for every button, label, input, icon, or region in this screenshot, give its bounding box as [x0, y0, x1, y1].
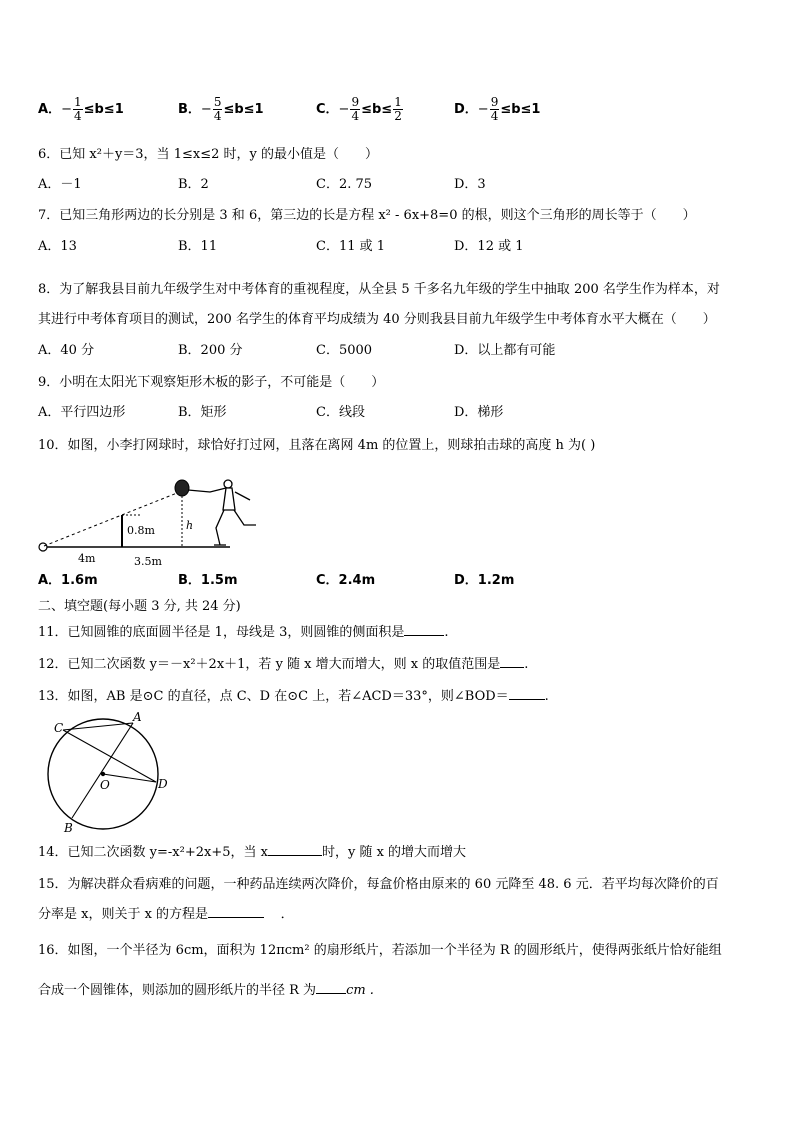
- q8-stem-line1: 8．为了解我县目前九年级学生对中考体育的重视程度，从全县 5 千多名九年级的学生中抽取 200 名学生作为样本，对: [38, 282, 720, 297]
- q6-option-c: C．2. 75: [316, 177, 373, 192]
- fraction: $\frac{1}{4}$: [73, 95, 82, 123]
- diameter-ab: [72, 723, 133, 818]
- q5-option-d: D．− $\frac{9}{4}$ ≤b≤1: [454, 95, 541, 123]
- q6-option-d: D．3: [454, 177, 486, 192]
- q5-options: [38, 95, 758, 123]
- ball-landing-point: [39, 543, 47, 551]
- q15-line2: 分率是 x，则关于 x 的方程是 ．: [38, 907, 294, 922]
- q6-option-a: A．－1: [38, 177, 82, 192]
- fraction: $\frac{5}{4}$: [213, 95, 222, 123]
- circle-figure: [38, 710, 178, 838]
- player-icon: [188, 480, 256, 545]
- q8-stem-line2: 其进行中考体育项目的测试，200 名学生的体育平均成绩为 40 分则我县目前九年级学生中考体育水平大概在（ ）: [38, 312, 716, 327]
- q11: 11．已知圆锥的底面圆半径是 1，母线是 3，则圆锥的侧面积是 .: [38, 625, 449, 640]
- q10-option-d: D．1.2m: [454, 573, 515, 588]
- q7-options: [38, 237, 758, 257]
- racket-icon: [175, 480, 189, 496]
- label-d: D: [158, 777, 168, 791]
- label-o: O: [100, 778, 110, 792]
- answer-blank[interactable]: [316, 993, 346, 994]
- q9-options: [38, 403, 758, 423]
- answer-blank[interactable]: [404, 635, 444, 636]
- q13: 13．如图，AB 是⊙C 的直径，点 C、D 在⊙C 上，若∠ACD＝33°，则∠BOD＝ .: [38, 689, 549, 704]
- q9-stem: 9．小明在太阳光下观察矩形木板的影子，不可能是（ ）: [38, 375, 385, 390]
- chord-ca: [63, 723, 133, 730]
- answer-blank[interactable]: [268, 855, 322, 856]
- q5-option-b: B．− $\frac{5}{4}$ ≤b≤1: [178, 95, 264, 123]
- q7-stem: 7．已知三角形两边的长分别是 3 和 6，第三边的长是方程 x² - 6x+8=0 的根，则这个三角形的周长等于（ ）: [38, 208, 696, 223]
- answer-blank[interactable]: [509, 699, 545, 700]
- q10-option-a: A．1.6m: [38, 573, 98, 588]
- label-a: A: [133, 710, 142, 724]
- h-label: h: [186, 519, 194, 532]
- chord-cd: [63, 730, 156, 782]
- q8-option-a: A．40 分: [38, 343, 95, 358]
- section-heading: 二、填空题(每小题 3 分, 共 24 分): [38, 599, 241, 614]
- q6-stem: 6．已知 x²＋y＝3，当 1≤x≤2 时，y 的最小值是（ ）: [38, 147, 378, 162]
- distance-35m-label: 3.5m: [134, 555, 162, 568]
- label-b: B: [64, 821, 73, 835]
- fraction: $\frac{9}{4}$: [351, 95, 360, 123]
- label-c: C: [54, 721, 64, 735]
- q14: 14．已知二次函数 y=-x²+2x+5，当 x 时，y 随 x 的增大而增大: [38, 845, 467, 860]
- q7-option-b: B．11: [178, 239, 218, 254]
- q10-option-b: B．1.5m: [178, 573, 238, 588]
- trajectory-line: [44, 491, 182, 546]
- q8-option-d: D．以上都有可能: [454, 343, 556, 358]
- q10-option-c: C．2.4m: [316, 573, 376, 588]
- q6-options: [38, 175, 758, 195]
- q7-option-c: C．11 或 1: [316, 239, 386, 254]
- q7-option-d: D．12 或 1: [454, 239, 524, 254]
- q8-options: [38, 341, 758, 361]
- q9-option-c: C．线段: [316, 405, 365, 420]
- fraction: $\frac{9}{4}$: [490, 95, 499, 123]
- q16-line1: 16．如图，一个半径为 6cm，面积为 12πcm² 的扇形纸片，若添加一个半径为 R 的圆形纸片，使得两张纸片恰好能组: [38, 943, 722, 958]
- q16-line2: 合成一个圆锥体，则添加的圆形纸片的半径 R 为 cm .: [38, 983, 374, 998]
- q9-option-b: B．矩形: [178, 405, 227, 420]
- q12: 12．已知二次函数 y＝－x²＋2x＋1，若 y 随 x 增大而增大，则 x 的取值范围是 .: [38, 657, 529, 672]
- q9-option-a: A．平行四边形: [38, 405, 126, 420]
- q6-option-b: B．2: [178, 177, 209, 192]
- distance-4m-label: 4m: [78, 552, 96, 565]
- q5-option-a: A．− $\frac{1}{4}$ ≤b≤1: [38, 95, 124, 123]
- answer-blank[interactable]: [208, 917, 264, 918]
- q10-options: [38, 571, 758, 591]
- q15-line1: 15．为解决群众看病难的问题，一种药品连续两次降价，每盒价格由原来的 60 元降至 48. 6 元．若平均每次降价的百: [38, 877, 719, 892]
- answer-blank[interactable]: [500, 667, 524, 668]
- q9-option-d: D．梯形: [454, 405, 504, 420]
- tennis-figure: [30, 470, 280, 570]
- q7-option-a: A．13: [38, 239, 77, 254]
- q10-stem: 10．如图，小李打网球时，球恰好打过网，且落在离网 4m 的位置上，则球拍击球的高度 h 为( ): [38, 438, 596, 453]
- q8-option-c: C．5000: [316, 343, 373, 358]
- net-height-label: 0.8m: [127, 524, 155, 537]
- q8-option-b: B．200 分: [178, 343, 243, 358]
- q5-option-c: C．− $\frac{9}{4}$ ≤b≤ $\frac{1}{2}$: [316, 95, 402, 123]
- center-point: [101, 772, 105, 776]
- fraction: $\frac{1}{2}$: [394, 95, 402, 123]
